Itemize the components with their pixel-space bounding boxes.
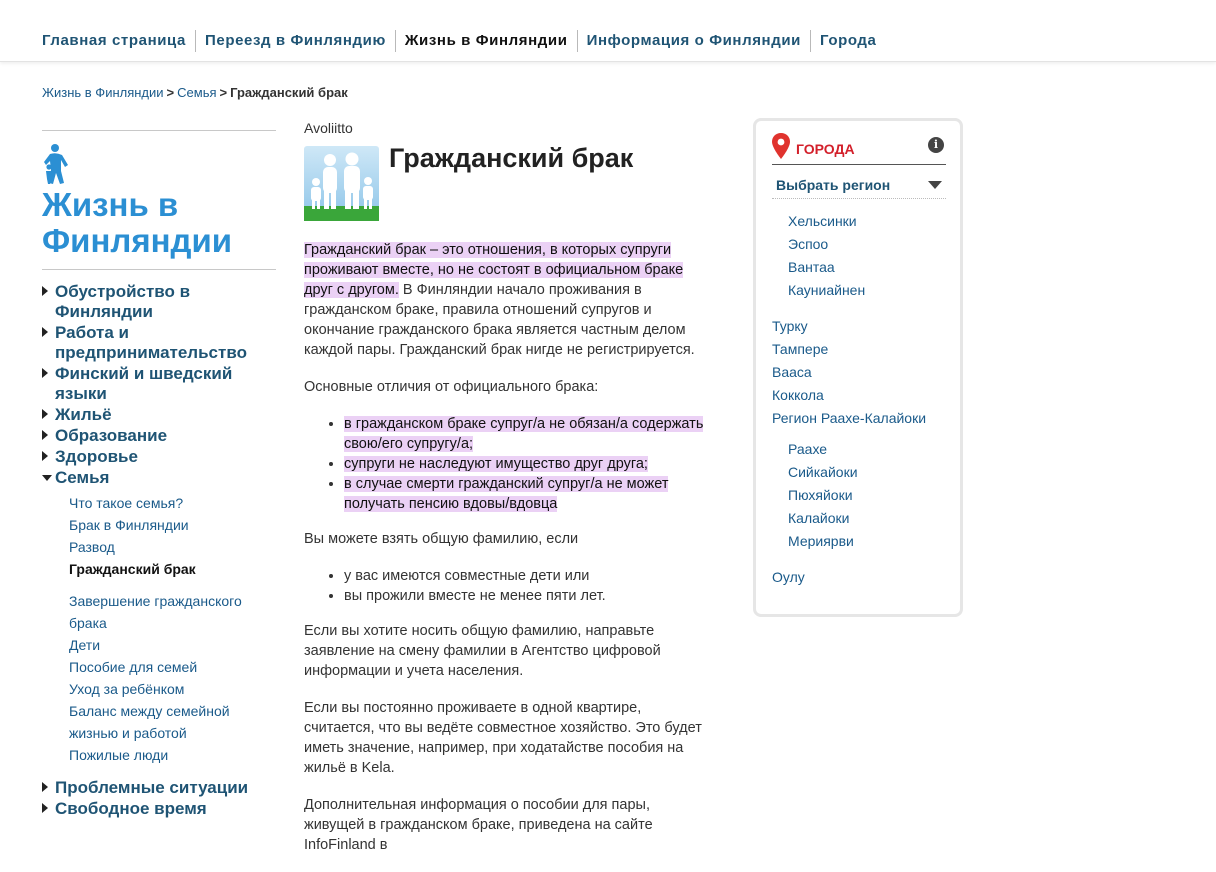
map-pin-icon — [772, 133, 790, 164]
subnav-item-marriage[interactable]: Брак в Финляндии — [69, 517, 189, 533]
breadcrumb-family[interactable]: Семья — [177, 85, 217, 100]
nav-info-about-finland[interactable]: Информация о Финляндии — [577, 30, 810, 52]
main-content — [304, 118, 712, 872]
city-link[interactable]: Мериярви — [788, 533, 854, 549]
intro-rest: В Финляндии начало проживания в гражданском браке, правила отношений супругов и окончание гражданского брака является частным делом каждой пары. Гражданский брак нигде не регистрируется. — [304, 282, 695, 358]
more-info-paragraph: Дополнительная информация о пособии для пары, живущей в гражданском браке, приведена на сайте InfoFinland в — [304, 797, 653, 853]
top-navigation — [0, 0, 1216, 62]
sidebar-item-free-time[interactable]: Свободное время — [42, 799, 276, 819]
subnav-item-civil-marriage[interactable]: Гражданский брак — [69, 561, 196, 577]
expand-triangle-icon — [42, 286, 48, 296]
list-item: • вы прожили вместе не менее пяти лет. — [344, 586, 712, 606]
sidebar-item-health[interactable]: Здоровье — [42, 447, 276, 467]
page-title: Гражданский брак — [389, 143, 634, 173]
info-icon[interactable]: i — [928, 137, 944, 153]
city-link[interactable]: Вааса — [772, 364, 812, 380]
breadcrumb — [42, 85, 348, 100]
city-link[interactable]: Кауниайнен — [788, 282, 866, 298]
surname-paragraph: Если вы хотите носить общую фамилию, направьте заявление на смену фамилии в Агентство цифровой информации и учета населения. — [304, 623, 661, 679]
collapse-triangle-icon — [42, 475, 52, 481]
city-link[interactable]: Оулу — [772, 569, 805, 585]
surname-heading: Вы можете взять общую фамилию, если — [304, 531, 579, 547]
subnav-item-elderly[interactable]: Пожилые люди — [69, 747, 169, 763]
list-item: • у вас имеются совместные дети или — [344, 566, 712, 586]
city-link[interactable]: Коккола — [772, 387, 824, 403]
expand-triangle-icon — [42, 327, 48, 337]
city-link[interactable]: Раахе — [788, 441, 828, 457]
city-link[interactable]: Сийкайоки — [788, 464, 858, 480]
sidebar-item-work[interactable]: Работа и предпринимательство — [42, 323, 276, 363]
list-item: • супруги не наследуют имущество друг друга; — [344, 454, 712, 474]
list-item: • в гражданском браке супруг/а не обязан/а содержать свою/его супругу/а; — [344, 414, 712, 454]
region-select[interactable] — [772, 171, 946, 199]
cities-panel — [753, 118, 963, 617]
sidebar-item-languages[interactable]: Финский и шведский языки — [42, 364, 276, 404]
finnish-term: Avoliitto — [304, 120, 353, 136]
differences-heading: Основные отличия от официального брака: — [304, 379, 599, 395]
sidebar-item-problems[interactable]: Проблемные ситуации — [42, 778, 276, 798]
surname-conditions-list — [304, 566, 712, 606]
nav-moving-to-finland[interactable]: Переезд в Финляндию — [195, 30, 395, 52]
family-icon — [304, 146, 379, 221]
sidebar-item-settling[interactable]: Обустройство в Финляндии — [42, 282, 276, 322]
subnav-item-children[interactable]: Дети — [69, 637, 101, 653]
expand-triangle-icon — [42, 782, 48, 792]
differences-list — [304, 414, 712, 514]
city-link[interactable]: Вантаа — [788, 259, 835, 275]
city-link[interactable]: Эспоо — [788, 236, 829, 252]
sidebar-nav — [42, 282, 276, 819]
subnav-item-work-life-balance[interactable]: Баланс между семейной жизнью и работой — [69, 703, 230, 741]
cities-title: ГОРОДА — [796, 140, 855, 157]
intro-highlight: Гражданский брак – это отношения, в которых супруги проживают вместе, но не состоят в официальном браке друг с другом. — [304, 242, 684, 298]
nav-cities[interactable]: Города — [810, 30, 886, 52]
expand-triangle-icon — [42, 430, 48, 440]
city-link[interactable]: Пюхяйоки — [788, 487, 853, 503]
subnav-item-what-is-family[interactable]: Что такое семья? — [69, 495, 184, 511]
city-link[interactable]: Хельсинки — [788, 213, 857, 229]
sidebar-subnav — [69, 492, 276, 766]
people-silhouette-icon — [42, 143, 276, 185]
city-link[interactable]: Калайоки — [788, 510, 850, 526]
subnav-item-family-benefit[interactable]: Пособие для семей — [69, 659, 198, 675]
subnav-item-divorce[interactable]: Развод — [69, 539, 115, 555]
nav-home[interactable]: Главная страница — [42, 32, 186, 49]
sidebar-title: Жизнь в Финляндии — [42, 186, 233, 259]
sidebar-item-housing[interactable]: Жильё — [42, 405, 276, 425]
breadcrumb-living-in-finland[interactable]: Жизнь в Финляндии — [42, 85, 164, 100]
city-link[interactable]: Тампере — [772, 341, 829, 357]
household-paragraph: Если вы постоянно проживаете в одной квартире, считается, что вы ведёте совместное хозяйство. Это будет иметь значение, например, при ходатайстве пособия на жильё в Kela. — [304, 700, 702, 776]
subnav-item-childcare[interactable]: Уход за ребёнком — [69, 681, 185, 697]
list-item: • в случае смерти гражданский супруг/а не может получать пенсию вдовы/вдовца — [344, 474, 712, 514]
region-select-label: Выбрать регион — [776, 176, 891, 193]
chevron-down-icon — [928, 181, 942, 189]
expand-triangle-icon — [42, 451, 48, 461]
sidebar — [42, 130, 276, 820]
nav-living-in-finland[interactable]: Жизнь в Финляндии — [395, 30, 577, 52]
intro-paragraph — [304, 240, 712, 360]
expand-triangle-icon — [42, 409, 48, 419]
breadcrumb-current: Гражданский брак — [230, 85, 348, 100]
city-link[interactable]: Регион Раахе-Калайоки — [772, 410, 927, 426]
breadcrumb-separator: > — [219, 85, 228, 100]
city-link[interactable]: Турку — [772, 318, 808, 334]
subnav-item-ending-civil-marriage[interactable]: Завершение гражданского брака — [69, 593, 242, 631]
sidebar-item-education[interactable]: Образование — [42, 426, 276, 446]
sidebar-item-family[interactable]: Семья Что такое семья? Брак в Финляндии Развод Гражданский брак Завершение гражданского брака Дети Пособие для семей Уход за ребёнком Баланс между семейной жизнью и работой Пожилые люди — [42, 468, 276, 766]
expand-triangle-icon — [42, 368, 48, 378]
cities-list — [772, 210, 946, 589]
breadcrumb-separator: > — [166, 85, 175, 100]
